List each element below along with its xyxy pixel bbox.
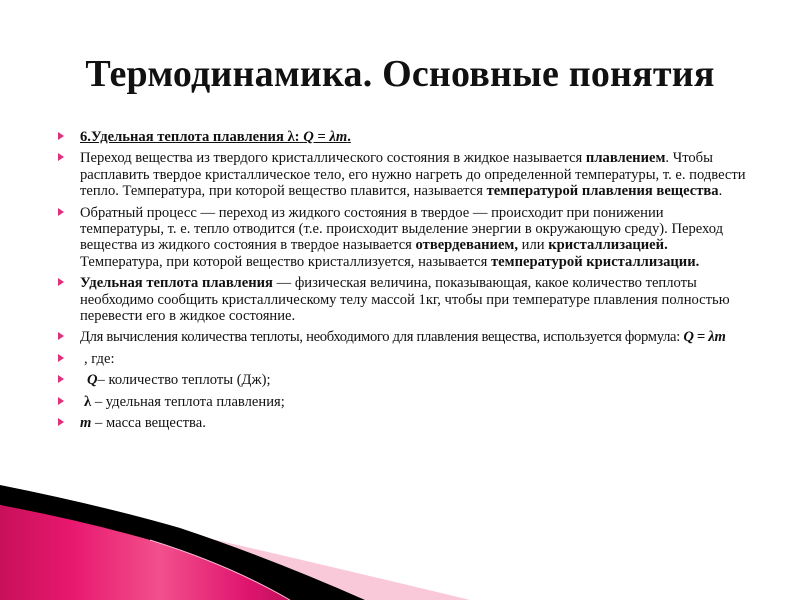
triangle-bullet-icon bbox=[58, 375, 64, 383]
term-melting-temperature: температурой плавления вещества bbox=[486, 183, 719, 200]
triangle-bullet-icon bbox=[58, 153, 64, 161]
bullet-item-formula bbox=[58, 329, 748, 345]
symbol-lambda: λ bbox=[84, 393, 92, 410]
symbol-m: m bbox=[80, 415, 92, 432]
text: или bbox=[518, 237, 549, 254]
formula: Q = λm bbox=[683, 329, 726, 346]
bullet-item-melting bbox=[58, 150, 748, 199]
triangle-bullet-icon bbox=[58, 354, 64, 362]
decorative-stripes bbox=[0, 480, 800, 600]
triangle-bullet-icon bbox=[58, 418, 64, 426]
triangle-bullet-icon bbox=[58, 208, 64, 216]
term-specific-heat-of-fusion: Удельная теплота плавления bbox=[80, 275, 273, 292]
term-solidification: отвердеванием, bbox=[415, 237, 519, 254]
term-crystallization: кристаллизацией. bbox=[548, 237, 668, 254]
text: Для вычисления количества теплоты, необходимого для плавления вещества, используется формула: bbox=[80, 329, 684, 346]
bullet-item-crystallization bbox=[58, 205, 748, 271]
text: . bbox=[718, 183, 723, 200]
text: Обратный процесс — переход из жидкого состояния в твердое — происходит при понижении температуры, т. е. тепло отводится (т.е. происходит выделение энергии в окружающую среду). Переход вещества из жидкого состояния в твердое называется bbox=[80, 204, 724, 254]
heading-suffix: . bbox=[347, 129, 351, 145]
text: Переход вещества из твердого кристаллического состояния в жидкое называется bbox=[80, 150, 586, 167]
bullet-item-lambda bbox=[58, 394, 748, 410]
bullet-item-definition bbox=[58, 275, 748, 324]
bullet-item-heading bbox=[58, 129, 748, 145]
text: . Чтобы расплавить твердое кристаллическое тело, его нужно нагреть до определенной температуры, т. е. подвести тепло. Температура, при которой вещество плавится, называется bbox=[80, 150, 746, 200]
triangle-bullet-icon bbox=[58, 397, 64, 405]
term-crystallization-temperature: температурой кристаллизации. bbox=[491, 253, 700, 270]
bullet-item-where bbox=[58, 351, 748, 367]
text: – удельная теплота плавления; bbox=[91, 393, 285, 410]
symbol-q: Q bbox=[87, 372, 98, 389]
heading-formula: Q = λm bbox=[303, 129, 348, 145]
term-melting: плавлением bbox=[585, 150, 666, 167]
bullet-item-q bbox=[58, 372, 748, 388]
bullet-item-m bbox=[58, 415, 748, 431]
text: — физическая величина, показывающая, какое количество теплоты необходимо сообщить кристаллическому телу массой 1кг, чтобы при температуре плавления полностью перевести его в жидкое состояние. bbox=[80, 275, 730, 325]
slide-title: Термодинамика. Основные понятия bbox=[85, 53, 715, 95]
heading-text: 6.Удельная теплота плавления λ: bbox=[80, 129, 304, 145]
triangle-bullet-icon bbox=[58, 132, 64, 140]
text: Температура, при которой вещество кристаллизуется, называется bbox=[80, 253, 492, 270]
text: – масса вещества. bbox=[91, 415, 206, 432]
triangle-bullet-icon bbox=[58, 332, 64, 340]
triangle-bullet-icon bbox=[58, 278, 64, 286]
text: , где: bbox=[84, 350, 115, 367]
bullet-list bbox=[58, 129, 748, 437]
text: – количество теплоты (Дж); bbox=[97, 372, 271, 389]
